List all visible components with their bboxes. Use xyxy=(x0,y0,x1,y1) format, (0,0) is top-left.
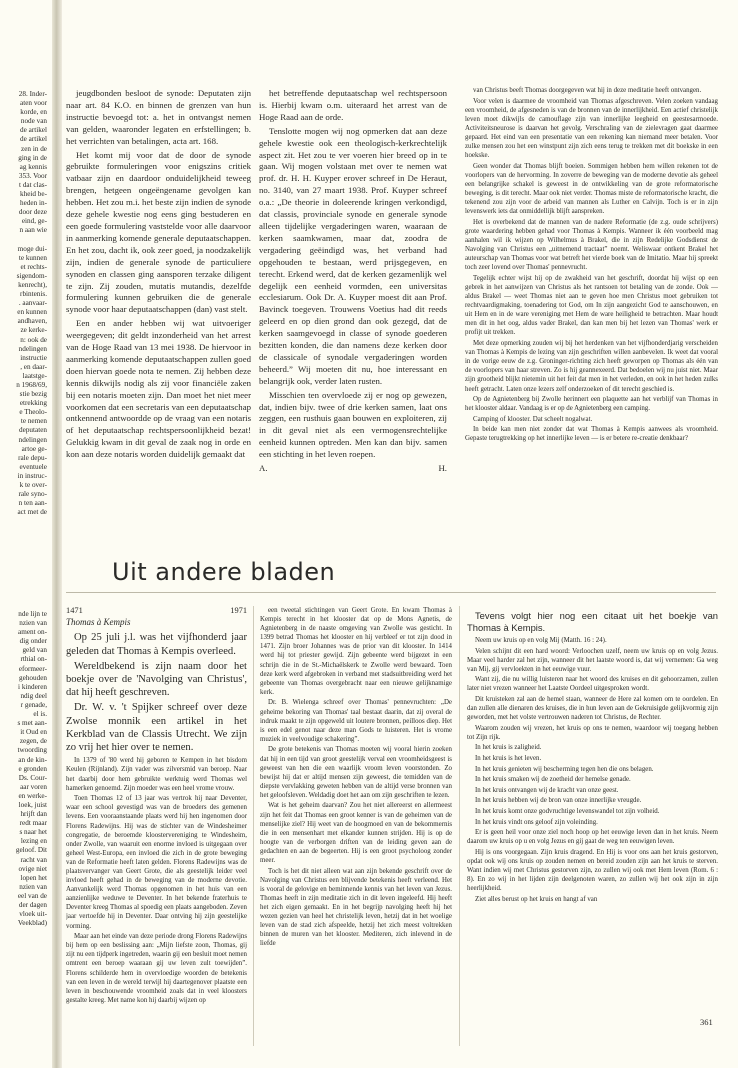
margin-text-line: e gronden xyxy=(18,764,47,773)
margin-text-line: it Oud en xyxy=(20,728,47,737)
margin-text-line: ndig deel xyxy=(20,691,47,700)
margin-text-line: i kinderen xyxy=(18,682,47,691)
lead-paragraph: Wereldbekend is zijn naam door het boekje over de 'Navolging van Christus', dat hij heeft geschreven. xyxy=(66,660,247,699)
binding-gutter xyxy=(52,0,62,1068)
margin-text-line: geld van xyxy=(22,646,47,655)
margin-text-line: n 1968/69, xyxy=(16,381,47,389)
margin-text-line: sigendom- xyxy=(16,271,47,280)
margin-text-line: vloek uit- xyxy=(19,910,47,919)
paragraph: Het is overbekend dat de mannen van de nadere Reformatie (de z.g. oude schrijvers) grote waardering hebben gehad voor Thomas à Kempis. Wanneer ik één voorbeeld mag aanhalen wil ik wijzen op Wilhelmus à Brakel, die in zijn Redelijke Godsdienst de Navolging van Christus een „uitnemend tractaat” noemt. Weliswaar ontkent Brakel het auteurschap van Thomas voor wat betreft het vierde boek van de Imitatio. Maar hij spreekt toch zeer lovend over Thomas' pennevrucht. xyxy=(465,218,718,272)
top-column-1 xyxy=(66,88,251,520)
margin-text-line: de artikel xyxy=(20,126,47,135)
article-title: Thomas à Kempis xyxy=(66,617,131,628)
margin-text-line: ndelingen xyxy=(18,344,47,353)
page-number: 361 xyxy=(700,1017,713,1027)
top-column-2 xyxy=(259,88,447,536)
section-headline: Uit andere bladen xyxy=(112,558,336,586)
margin-text-line: ament on- xyxy=(18,628,47,637)
paragraph: In het kruis genieten wij bescherming tegen hen die ons belagen. xyxy=(475,765,654,773)
margin-text-line: 353. Voor xyxy=(18,171,47,180)
margin-text-line: racht van xyxy=(20,855,47,864)
left-margin-column-top xyxy=(0,90,50,518)
margin-text-line: loek, juist xyxy=(18,800,47,809)
margin-text-line: aar voren xyxy=(20,782,47,791)
bottom-column-2 xyxy=(260,606,452,1048)
margin-text-line: heden in- xyxy=(20,199,47,208)
left-margin-column-bottom xyxy=(0,610,50,948)
paragraph: Er is geen heil voor onze ziel noch hoop op het eeuwige leven dan in het kruis. Neem daarom uw kruis op u en volg Jezus en gij gaat de weg ten eeuwigen leven. xyxy=(467,829,718,846)
margin-text-line: door deze xyxy=(18,208,47,217)
lead-paragraph: Op 25 juli j.l. was het vijfhonderd jaar geleden dat Thomas à Kempis overleed. xyxy=(66,632,247,657)
margin-text-line: instructie xyxy=(20,353,47,362)
margin-text-line: . aanvaar- xyxy=(18,299,47,308)
margin-text-line: ag kennis xyxy=(19,162,47,171)
paragraph: In het kruis komt onze godvruchtige levenswandel tot zijn volheid. xyxy=(475,808,660,815)
year-end: 1971 xyxy=(230,606,247,615)
margin-text-line: en werke- xyxy=(18,791,47,800)
margin-text-line: e Theolo- xyxy=(19,408,47,417)
paragraph: van Christus beeft Thomas doorgegeven wat hij in deze meditatie heeft ontvangen. xyxy=(473,87,702,94)
margin-text-line: node van xyxy=(20,117,47,126)
margin-text-line: zegen, de xyxy=(19,737,47,746)
paragraph: Met deze opmerking zouden wij bij het herdenken van het vijfhonderdjarig verscheiden van Thomas à Kempis de lezing van zijn geschriften willen aanbevelen. Ik weet dat vooral in de vorige eeuw de z.g. Groninger-richting zich heeft geworpen op Thomas als één van de voorlopers van haar streven. Zo is hij geannexeerd. Dat bedoelen wij nu juist niet. Maar zijn grootheid blijkt nietemin uit het feit dat men in het verleden, en ook in het heden zulks heeft getracht. Laten onze lezers zelf onderzoeken of dit terecht geschied is. xyxy=(465,340,718,393)
paragraph: Hij is ons voorgegaan. Zijn kruis dragend. En Hij is voor ons aan het kruis gestorven, opdat ook wij ons kruis op zouden nemen en bereid zouden zijn aan het kruis te sterven. Want indien wij met Christus gestorven zijn, zo zullen wij ook met Hem leven (Rom. 6 : 8). En zo wij in het lijden zijn deelgenoten waren, zo zullen wij het ook zijn in zijn heerlijkheid. xyxy=(467,848,718,893)
margin-text-line: de artikel xyxy=(20,135,47,144)
margin-text-line: zen in de xyxy=(21,144,47,153)
column-divider xyxy=(459,606,460,1046)
margin-text-line: etrekking xyxy=(19,399,47,408)
margin-text-line: laatstge- xyxy=(22,371,47,380)
margin-text-line: artoe ge- xyxy=(21,444,47,453)
margin-text-line: Veekblad) xyxy=(17,919,47,928)
margin-text-line: s naar het xyxy=(19,828,47,837)
paragraph: Een en ander hebben wij wat uitvoeriger weergegeven; dit geldt inzonderheid van het arrest van de Hoge Raad van 13 mei 1938. De hiervoor in aanmerking komende deputaatschappen zullen goed doen hiervan goede nota te nemen. Zij hebben deze kennis dikwijls nodig als zij voor financiële zaken bij een notaris moeten zijn. Dan moet het niet meer voorkomen dat een secretaris van een deputaatschap ontkennend antwoordde op de vraag van een notaris of het deputaatschap rechtspersoonlijkheid bezat! Gelukkig kwam in dit geval de zaak nog in orde en kon aan deze notaris worden duidelijk gemaakt dat xyxy=(66,318,251,460)
margin-text-line: lopen het xyxy=(20,873,47,882)
margin-text-line: n ten aan- xyxy=(18,499,47,508)
margin-text-line: in instruc- xyxy=(17,471,47,480)
margin-text-line: redt maar xyxy=(19,819,47,828)
headline-divider xyxy=(66,592,716,593)
paragraph: Misschien ten overvloede zij er nog op gewezen, dat, indien bijv. twee of drie kerken samen, laat ons zeggen, een rusthuis gaan bouwen en exploiteren, zij in dit geval niet als een vermogensrechtelijke eenheid kunnen optreden. Men kan dan bijv. samen een stichting in het leven roepen. xyxy=(259,389,447,460)
margin-text-line: Ds. Cour- xyxy=(18,773,47,782)
paragraph: Want zij, die nu willig luisteren naar het woord des kruises en dit gehoorzamen, zullen later niet vrezen wanneer het Laatste Oordeel uitgesproken wordt. xyxy=(467,676,718,693)
margin-text-line: eventuele xyxy=(19,462,47,471)
margin-text-line: kenrecht), xyxy=(18,280,47,289)
margin-text-line: rthial on- xyxy=(20,655,47,664)
margin-text-line: et rechts- xyxy=(20,262,47,271)
paragraph: Voor velen is daarmee de vroomheid van Thomas afgeschreven. Velen zoeken vandaag een vroomheid, de afgesneden is van de bronnen van de innerlijkheid. Een actief christelijk leven moet dikwijls de camouflage zijn van innerlijke leegheid en geestesarmoede. Activiteitsneurose is daarvan het gevolg. Verschraling van de zielevragen gaat daarmee gepaard. Het eind van een presentatie van een rekening kan niemand meer betalen. Voor zulke mensen zou het een winstpunt zijn zich eens terug te trekken met dit boekske in een hoekske. xyxy=(465,97,718,160)
paragraph: In beide kan men niet zonder dat wat Thomas à Kempis aanwees als vroomheid. Gepaste terugtrekking op het innerlijke leven — is er betere re-creatie denkbaar? xyxy=(465,426,718,443)
margin-text-line: andhaven, xyxy=(17,317,47,326)
paragraph: In 1379 of '80 werd hij geboren te Kempen in het bisdom Keulen (Rijnland). Zijn vader was zilversmid van beroep. Naar het daarbij door hem gebruikte werktuig werd Thomas wel hamerken genoemd. Zijn moeder was een heel vrome vrouw. xyxy=(66,757,247,792)
margin-text-line: el is. xyxy=(33,710,47,719)
paragraph: Waarom zouden wij vrezen, het kruis op ons te nemen, waardoor wij toegang hebben tot Zijn rijk. xyxy=(467,724,718,741)
margin-text-line: r genade, xyxy=(20,700,47,709)
paragraph: In het kruis is zaligheid. xyxy=(475,744,542,752)
margin-text-line: dig onder xyxy=(19,637,47,646)
margin-text-line: s met aan- xyxy=(17,719,47,728)
margin-text-line: rale depu- xyxy=(18,453,47,462)
paragraph: jeugdbonden besloot de synode: Deputaten zijn naar art. 84 K.O. en binnen de grenzen van hun instructie bevoegd tot: a. het in ontvangst nemen van gelden, waaronder legaten en erfstellingen; b. het verrichten van betalingen, acta art. 168. xyxy=(66,88,251,146)
margin-text-line: hrijft dan xyxy=(20,810,47,819)
margin-text-line: k te over- xyxy=(19,481,47,490)
quote-intro-title: Tevens volgt hier nog een citaat uit het boekje van Thomas à Kempis. xyxy=(467,610,718,634)
margin-text-line: , en daar- xyxy=(20,362,47,371)
signature-right: H. xyxy=(438,463,447,474)
paragraph: Velen schijnt dit een hard woord: Verloochen uzelf, neem uw kruis op en volg Jezus. Maar veel harder zal het zijn, wanneer dit het laatste woord is, dat wij vernemen: Ga weg van Mij, gij vervloekten in het eeuwige vuur. xyxy=(467,647,718,673)
margin-text-line: nzien van xyxy=(19,619,47,628)
signature-left: A. xyxy=(259,463,268,474)
paragraph: Op de Agnietenberg bij Zwolle herinnert een plaquette aan het verblijf van Thomas in het klooster aldaar. Vandaag is er op de Agnietenberg een camping. xyxy=(465,396,718,413)
margin-text-line: der dagen xyxy=(18,901,47,909)
margin-text-line: ovige niet xyxy=(18,864,47,873)
paragraph: Geen wonder dat Thomas blijft boeien. Sommigen hebben hem willen rekenen tot de voorlopers van de hervorming. In zoverre de beweging van de moderne devotie als geheel een belangrijke schakel is geweest in de ontwikkeling van de grote reformatorische beweging, is dit terecht. Maar ook niet verder. Thomas miste de reformatorische kracht, die tekenend zou zijn voor de arbeid van mannen als Luther en Calvijn. Toch is er in zijn levenswerk iets dat onmiddellijk blijft aanspreken. xyxy=(465,162,718,216)
margin-text-line: ndelingen xyxy=(18,435,47,444)
margin-text-line: rale syno- xyxy=(18,490,47,499)
paragraph: Wat is het geheim daarvan? Zou het niet allereerst en allermeest zijn het feit dat Thomas een groot kenner is van de geheimen van de menselijke ziel? Hij weet van de hoogmoed en van de bekommernis die in een mensenhart met elkander kunnen strijden. Hij is op de hoogte van de verborgen driften van de leiding geven aan de gedachten en aan de begeerten. Hij is een groot psycholoog zonder meer. xyxy=(260,802,452,865)
margin-text-line: eind, ge- xyxy=(21,217,47,226)
paragraph: het betreffende deputaatschap wel rechtspersoon is. Hierbij kwam o.m. uiteraard het arrest van de Hoge Raad aan de orde. xyxy=(259,88,447,122)
column-divider xyxy=(253,606,254,1046)
paragraph: In het kruis smaken wij de zoetheid der hemelse genade. xyxy=(475,776,631,784)
margin-text-line: n: ook de xyxy=(20,335,47,344)
margin-text-line: eformeer- xyxy=(18,664,47,673)
paragraph: De grote betekenis van Thomas moeten wij vooral hierin zoeken dat hij in een tijd van groot geestelijk verval een vroomheidsgeest is geweest van hen die een waarlijk vroom leven voorstonden. Zo bewijst hij dat er altijd mensen zijn geweest, die temidden van de diepste vervlakking geweten hebben van de altijd verse bronnen van het geloofsleven. Weldadig doet het aan om zijn geschriften te lezen. xyxy=(260,746,452,799)
paragraph: Tenslotte mogen wij nog opmerken dat aan deze gehele kwestie ook een theologisch-kerkrechtelijk aspect zit. Het zou te ver voeren hier breed op in te gaan. Wij mogen volstaan met over te nemen wat prof. dr. H. H. Kuyper erover schreef in De Heraut, no. 3140, van 27 maart 1938. Prof. Kuyper schreef o.a.: „De theorie in doleerende kringen verkondigd, dat classis, provinciale synode en generale synode alleen tijdelijke vergaderingen waren, waaraan de kerken saamkwamen, maar dat, zoodra de vergadering geëindigd was, het verband had opgehouden te bestaan, werd prijsgegeven, en terecht. Erkend werd, dat de kerken gezamenlijk wel degelijk een eenheid vormden, een universitas ecclesiarum. Ook Dr. A. Kuyper moest dit aan Prof. Bavinck toegeven. Trouwens Voetius had dit reeds geleerd en op dien grond dan ook gezegd, dat de kerken saamgevoegd in classe of synode goederen bezitten konden, die dan namens deze kerken door de classicale of synodale vergaderingen worden beheerd.” Wij moeten dit nu, hoe interessant en belangrijk ook, verder laten rusten. xyxy=(259,125,447,386)
paragraph: een tweetal stichtingen van Geert Grote. En kwam Thomas à Kempis terecht in het klooster dat op de Mons Agnetis, de Agnietenberg in de naaste omgeving van Zwolle was gesticht. In 1399 betrad Thomas het klooster en hij verbleef er tot zijn dood in 1471. Zijn broer Johannes was de prior van dit klooster. In 1414 werd hij tot priester gewijd. Zijn gebeente werd bijgezet in een schrijn die in de St.-Michaëlskerk te Zwolle werd bewaard. Toen deze kerk werd afgebroken in verband met stadsuitbreiding werd het gebeente van Thomas overgebracht naar een nieuwe gelijknamige kerk. xyxy=(260,607,452,696)
paragraph: Neem uw kruis op en volg Mij (Matth. 16 : 24). xyxy=(475,636,607,644)
margin-text-line: korde, en xyxy=(20,108,47,117)
margin-text-line: lezing en xyxy=(20,837,47,846)
margin-text-line: t dat clas- xyxy=(19,180,47,189)
margin-text-line: geloof. Dit xyxy=(15,846,47,855)
margin-text-line: twoording xyxy=(17,746,47,755)
paragraph: In het kruis hebben wij de bron van onze innerlijke vreugde. xyxy=(475,797,642,805)
margin-text-line: moge dui- xyxy=(17,244,47,253)
paragraph: Dr. B. Wielenga schreef over Thomas' pennevruchten: „De geheime bekoring van Thomas' taal bestaat daarin, dat zij overal de indruk maakt te zijn opgeweld uit loutere bronnen, peilloos diep. Het is een edel genot naar deze man Gods te luisteren. Het is vrome muziek in veelvoudige schakering”. xyxy=(260,699,452,743)
margin-text-line: kheid be- xyxy=(20,190,47,199)
paragraph: Camping of klooster. Dat scheelt nogalwat. xyxy=(473,415,593,423)
year-range xyxy=(66,606,247,615)
margin-text-line: 28. Inder- xyxy=(18,90,47,98)
paragraph: In het kruis is het leven. xyxy=(475,755,542,763)
margin-text-line: eel van de xyxy=(17,891,47,900)
margin-text-line: en kunnen xyxy=(17,308,47,317)
paragraph: Dit kruisteken zal aan de hemel staan, wanneer de Here zal komen om te oordelen. En dan zullen alle dienaren des kruises, die in hun leven aan de Gekruisigde gelijkvormig zijn geworden, met het volste vertrouwen naderen tot Christus, de Rechter. xyxy=(467,695,718,722)
margin-text-line: an de kin- xyxy=(18,755,47,764)
paragraph: Toen Thomas 12 of 13 jaar was vertrok hij naar Deventer, waar een school gevestigd was van de broeders des gemenen levens. Een vooraanstaande plaats werd hij hen ingenomen door Florens Radewijns. Hij was de stichter van de Windesheimer congregatie, de beroemde kloostervereniging te Windesheim, onder Zwolle, van waaruit een enorme invloed is uitgegaan over geheel West-Europa, een invloed die zich in de grote beweging van de Reformatie heeft laten gelden. Florens Radewijns was de plaatsvervanger van Geert Grote, die als geestelijk leider veel invloed heeft gehad in de beweging van de moderne devotie. Aanvankelijk werd Thomas opgenomen in het huis van een aanzienlijke weduwe te Deventer. In het bekende fraterhuis te Deventer kreeg Thomas al spoedig een plaats aangeboden. Zeven jaar vertoefde hij in Deventer. Daar ontving hij zijn geestelijke vorming. xyxy=(66,795,247,930)
margin-text-line xyxy=(0,236,50,245)
margin-text-line: aten voor xyxy=(20,99,47,108)
bottom-column-1 xyxy=(66,606,247,1048)
paragraph: In het kruis ontvangen wij de kracht van onze geest. xyxy=(475,786,619,794)
author-signature xyxy=(259,463,447,475)
margin-text-line: n aan wie xyxy=(19,226,47,235)
paragraph: Toch is het dit niet alleen wat aan zijn bekende geschrift over de Navolging van Christus een blijvende betekenis heeft verleend. Het is vooral de gelovige en beminnende kennis van het leven van Jezus. Thomas heeft in zijn meditatie zich in dit leven ingeleefd. Hij heeft het zich eigen gemaakt. En in het begrijp navolging heeft hij het wezen gezien van heel het christelijk leven, hetzij dat in het woelige leven van de stad zich afspeelde, hetzij het zich meest voltrekken binnen de muren van het klooster. Mediteren, zich inlevend in de liefde xyxy=(260,867,452,948)
margin-text-line: deputaten xyxy=(19,426,47,435)
margin-text-line: rbintenis. xyxy=(20,290,47,299)
margin-text-line: ging in de xyxy=(18,153,47,162)
margin-text-line: te nemen xyxy=(20,417,47,426)
margin-text-line: te kunnen xyxy=(18,253,47,262)
paragraph: In het kruis vindt ons geloof zijn voleinding. xyxy=(475,818,598,826)
top-column-3 xyxy=(465,86,718,602)
margin-text-line: act met de xyxy=(17,508,47,517)
paragraph: Ziet alles berust op het kruis en hangt af van xyxy=(475,895,598,903)
paragraph: Het komt mij voor dat de door de synode gebruikte formuleringen voor enigszins critiek vatbaar zijn en daardoor onduidelijkheid teweeg brengen, hetgeen ongeëngename gevolgen kan hebben. Het zou m.i. het beste zijn indien de synode deze gehele kwestie nog eens ging bestuderen en een goede formulering vaststelde voor alle daarvoor in aanmerking komende generale deputaatschappen. En het zou, dacht ik, ook zeer goed, ja noodzakelijk zijn, indien de generale synode de particuliere synoden en classen ging aansporen terzake diligent te zijn. Zij zouden, mutatis mutandis, dezelfde formulering kunnen gebruiken die de generale synode voor haar deputaatschappen (dan) vast stelt. xyxy=(66,149,251,315)
margin-text-line: nzien van xyxy=(19,882,47,891)
paragraph: Tegelijk echter wijst hij op de zwakheid van het geschrift, doordat hij wijst op een gebrek in het aanwijzen van Christus als het rantsoen tot betaling van de zonde. Ook — aldus Brakel — weet Thomas niet aan te geven hoe men Christus moet gebruiken tot rechtvaardigmaking, toenadering tot God, om In zijn aangezicht God te aanschouwen, en uit Hem en in de ware vereniging met Hem de ware heiligheid te betrachten. Maar houdt men dit in het oog, aldus vader Brakel, dan kan men bij het lezen van Thomas' werk er profijt uit trekken. xyxy=(465,274,718,337)
margin-text-line: nde lijn te xyxy=(18,610,47,618)
bottom-column-3 xyxy=(467,604,718,1012)
margin-text-line: stie bezig xyxy=(19,390,47,399)
year-start: 1471 xyxy=(66,606,83,615)
margin-text-line: ze kerke- xyxy=(20,326,47,335)
paragraph: Maar aan het einde van deze periode drong Florens Radewijns bij hem op een beslissing aan: „Mijn liefste zoon, Thomas, gij zijt nu een tijdperk ingetreden, waarin gij een besluit moet nemen omtrent een beroep waaraan gij uw leven zult toewijden”. Florens schilderde hem in overvloedige woorden de betekenis van een leven in de wereld terwijl hij daartegenover plaatste een leven in beschouwende vroomheid zoals dat in veel kloosters gestalte kreeg. Met name kon hij daarbij wijzen op xyxy=(66,933,247,1004)
lead-paragraph: Dr. W. v. 't Spijker schreef over deze Zwolse monnik een artikel in het Kerkblad van de Classis Utrecht. We zijn zo vrij het hier over te nemen. xyxy=(66,702,247,754)
margin-text-line: gehouden xyxy=(19,673,47,682)
